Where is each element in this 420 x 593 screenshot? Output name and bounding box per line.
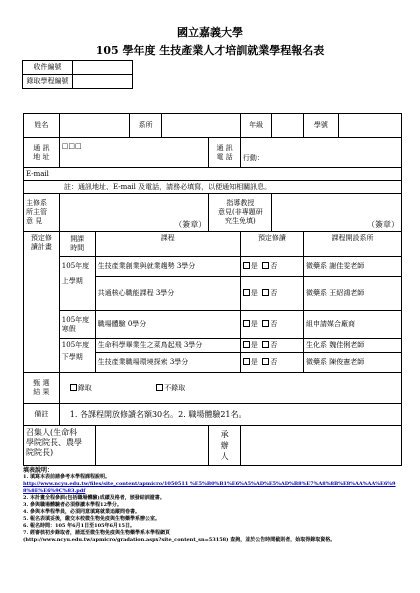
student-id-field[interactable] [338,114,401,138]
not-admitted-checkbox[interactable] [156,384,163,391]
mobile-label: 行動： [242,154,264,162]
course-info-link[interactable]: http://www.ncyu.edu.tw/files/site_content/apmicro/1050511 %E5%B0%B1%E6%A5%AD%E5%AD%B8%E7%A8%8B%E8%AA%AA%E6%98%8E%E6%9C%83.pdf [23,481,396,494]
course-time: 105年度 [59,339,95,353]
received-no-field[interactable] [73,61,133,75]
instruction-item: 5. 報名表填妥後，繳交本校微生物免疫與生物藥學系辦公室。 [23,516,160,522]
address-label: 通 訊 地 址 [24,138,60,168]
course-time: 105年度 寒假 [59,311,95,339]
handler-signature-field[interactable] [240,426,401,466]
email-field[interactable] [24,168,402,181]
instruction-item: 6. 報名時間：105 年6月1日至105年6月15日。 [23,523,135,529]
course-dept: 微藥系 王紹鴻老師 [304,277,402,311]
course-name: 生技產業職場環境探索 3學分 [95,353,240,373]
remark-text: 1. 各課程開放修讀名額30名。2. 職場體驗21名。 [59,404,401,426]
application-table [23,113,402,466]
no-checkbox[interactable] [262,262,269,269]
contact-note: 註：通訊地址、E-mail 及電話，請務必填寫，以便通知相關訊息。 [24,181,402,194]
course-time: 下學期 [59,353,95,373]
intent-options: 是 否 [240,277,303,311]
admitted-checkbox[interactable] [70,384,77,391]
course-name: 共通核心職能課程 3學分 [95,277,240,311]
course-name: 職場體驗 0學分 [95,311,240,339]
received-no-label: 收件編號 [23,61,73,75]
yes-checkbox[interactable] [243,262,250,269]
instruction-item: 3. 參與職場體驗者必須修讀本學程12學分。 [23,502,122,508]
yes-checkbox[interactable] [243,358,250,365]
university-name: 國立嘉義大學 [177,26,243,39]
instruction-item: 1. 填寫本表前請參考本學程課程說明。 [23,474,110,480]
course-plan-label: 預定修 讀計畫 [24,232,60,373]
department-label: 系所 [130,114,162,138]
table-row [24,353,402,373]
course-dept: 生化系 魏佳俐老師 [304,339,402,353]
yes-checkbox[interactable] [243,341,250,348]
instructions-heading: 填表說明： [23,467,54,474]
no-checkbox[interactable] [262,358,269,365]
name-label: 姓名 [24,114,60,138]
course-dept: 組申請媒合廠商 [304,311,402,339]
course-dept: 微藥系 陳俊憲老師 [304,353,402,373]
supervisor-label: 主修系 所主管 意 見 [24,194,60,232]
intent-options: 是 否 [240,339,303,353]
advisor-signature-field[interactable]: （簽章） [272,194,402,232]
course-header: 課程 [95,232,240,257]
convener-label: 召集人(生命科 學院院長、農學 院院長) [24,426,96,466]
dept-header: 課程開設系所 [304,232,402,257]
grade-field[interactable] [272,114,304,138]
table-row [24,311,402,339]
admission-no-label: 錄取學程編號 [23,75,73,89]
advisor-label: 指導教授 意見(非專題研 究生免填) [209,194,272,232]
instruction-item: 2. 本計畫全程參訓(包括職場體驗)成績及格者，頒發結訓證書。 [23,495,165,501]
intent-options: 是 否 [240,311,303,339]
handler-label: 承 辦 人 [209,426,241,466]
selection-label: 甄 選 結 果 [24,373,60,404]
instructions [23,467,403,544]
yes-checkbox[interactable] [243,320,250,327]
instruction-item: (http://www.ncyu.edu.tw/apmicro/gradation.aspx?site_content_sn=53158) 查詢，並於公告時間截則者，始取得錄取資格。 [23,537,336,543]
convener-signature-field[interactable] [95,426,209,466]
intent-options: 是 否 [240,353,303,373]
table-row [24,257,402,277]
email-label: E-mail [26,169,49,178]
intent-options: 是 否 [240,257,303,277]
instruction-item: 4. 參與本學程學員，必須同意填寫就業追蹤問卷書。 [23,509,140,515]
phone-field[interactable] [240,138,401,168]
grade-label: 年級 [240,114,272,138]
course-name: 生命科學畢業生之菜鳥起飛 3學分 [95,339,240,353]
phone-label: 通 訊 電 話 [209,138,241,168]
course-time: 105年度 [59,257,95,277]
no-checkbox[interactable] [262,289,269,296]
selection-options: 錄取 不錄取 [59,373,401,404]
student-id-label: 學號 [304,114,339,138]
yes-checkbox[interactable] [243,289,250,296]
course-name: 生技產業創業與就業趨勢 3學分 [95,257,240,277]
form-title: 105 學年度 生技產業人才培訓就業學程報名表 [95,44,325,57]
supervisor-signature-field[interactable]: （簽章） [59,194,208,232]
table-row [24,277,402,311]
address-field[interactable] [59,138,208,168]
admission-no-field[interactable] [73,75,133,89]
receipt-table [22,60,133,89]
name-field[interactable] [59,114,130,138]
no-checkbox[interactable] [262,320,269,327]
table-row [24,339,402,353]
instruction-item: 7. 經審核初步錄取者，請逕至微生物免疫與生物藥學系本學程網頁 [23,530,170,536]
no-checkbox[interactable] [262,341,269,348]
course-dept: 微藥系 謝佳雯老師 [304,257,402,277]
department-field[interactable] [161,114,240,138]
course-time: 上學期 [59,277,95,311]
remark-label: 備註 [24,404,60,426]
intent-header: 預定修讀 [240,232,303,257]
course-time-header: 開課 時間 [59,232,95,257]
postal-code-boxes: □□□ [61,142,82,150]
